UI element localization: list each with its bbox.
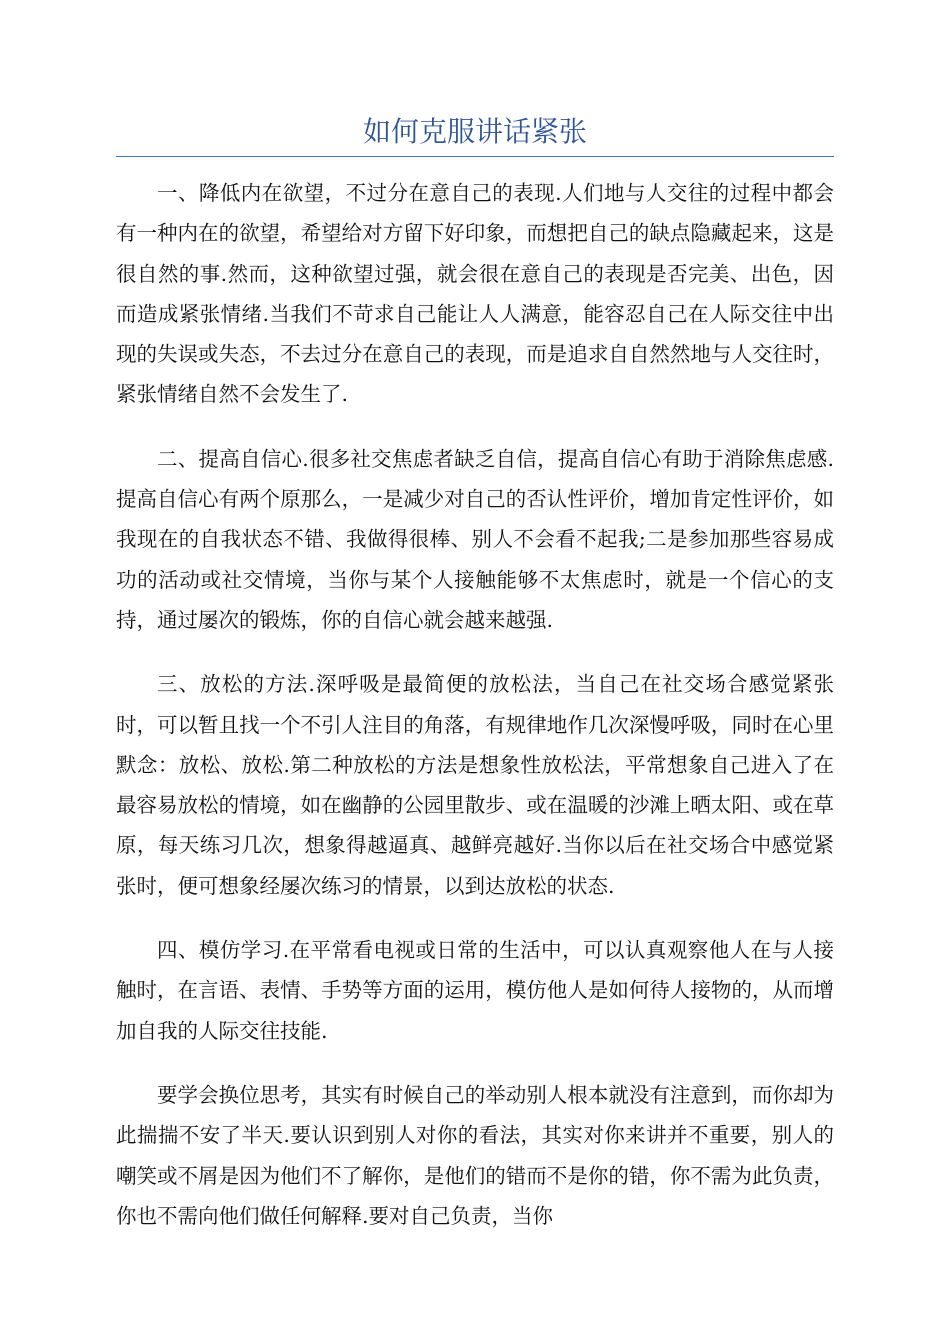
paragraph-2: 二、提高自信心.很多社交焦虑者缺乏自信，提高自信心有助于消除焦虑感.提高自信心有两个原那么，一是减少对自己的否认性评价，增加肯定性评价，如我现在的自我状态不错、我做得很棒、别人不会看不起我;二是参加那些容易成功的活动或社交情境，当你与某个人接触能够不太焦虑时，就是一个信心的支持，通过屡次的锻炼，你的自信心就会越来越强. <box>116 446 834 632</box>
document-body <box>116 173 834 1260</box>
paragraph-3: 三、放松的方法.深呼吸是最简便的放松法，当自己在社交场合感觉紧张时，可以暂且找一个不引人注目的角落，有规律地作几次深慢呼吸，同时在心里默念：放松、放松.第二种放松的方法是想象性放松法，平常想象自己进入了在最容易放松的情境，如在幽静的公园里散步、或在温暖的沙滩上晒太阳、或在草原，每天练习几次，想象得越逼真、越鲜亮越好.当你以后在社交场合中感觉紧张时，便可想象经屡次练习的情景，以到达放松的状态. <box>116 672 834 898</box>
title-underline <box>116 156 834 157</box>
paragraph-1: 一、降低内在欲望，不过分在意自己的表现.人们地与人交往的过程中都会有一种内在的欲望，希望给对方留下好印象，而想把自己的缺点隐藏起来，这是很自然的事.然而，这种欲望过强，就会很在意自己的表现是否完美、出色，因而造成紧张情绪.当我们不苛求自己能让人人满意，能容忍自己在人际交往中出现的失误或失态，不去过分在意自己的表现，而是追求自自然然地与人交往时，紧张情绪自然不会发生了. <box>116 181 834 407</box>
paragraph-4: 四、模仿学习.在平常看电视或日常的生活中，可以认真观察他人在与人接触时，在言语、表情、手势等方面的运用，模仿他人是如何待人接物的，从而增加自我的人际交往技能. <box>116 938 834 1043</box>
paragraph-5: 要学会换位思考，其实有时候自己的举动别人根本就没有注意到，而你却为此揣揣不安了半天.要认识到别人对你的看法，其实对你来讲并不重要，别人的嘲笑或不屑是因为他们不了解你，是他们的错而不是你的错，你不需为此负责，你也不需向他们做任何解释.要对自己负责，当你 <box>116 1082 834 1228</box>
document-title: 如何克服讲话紧张 <box>362 115 587 148</box>
